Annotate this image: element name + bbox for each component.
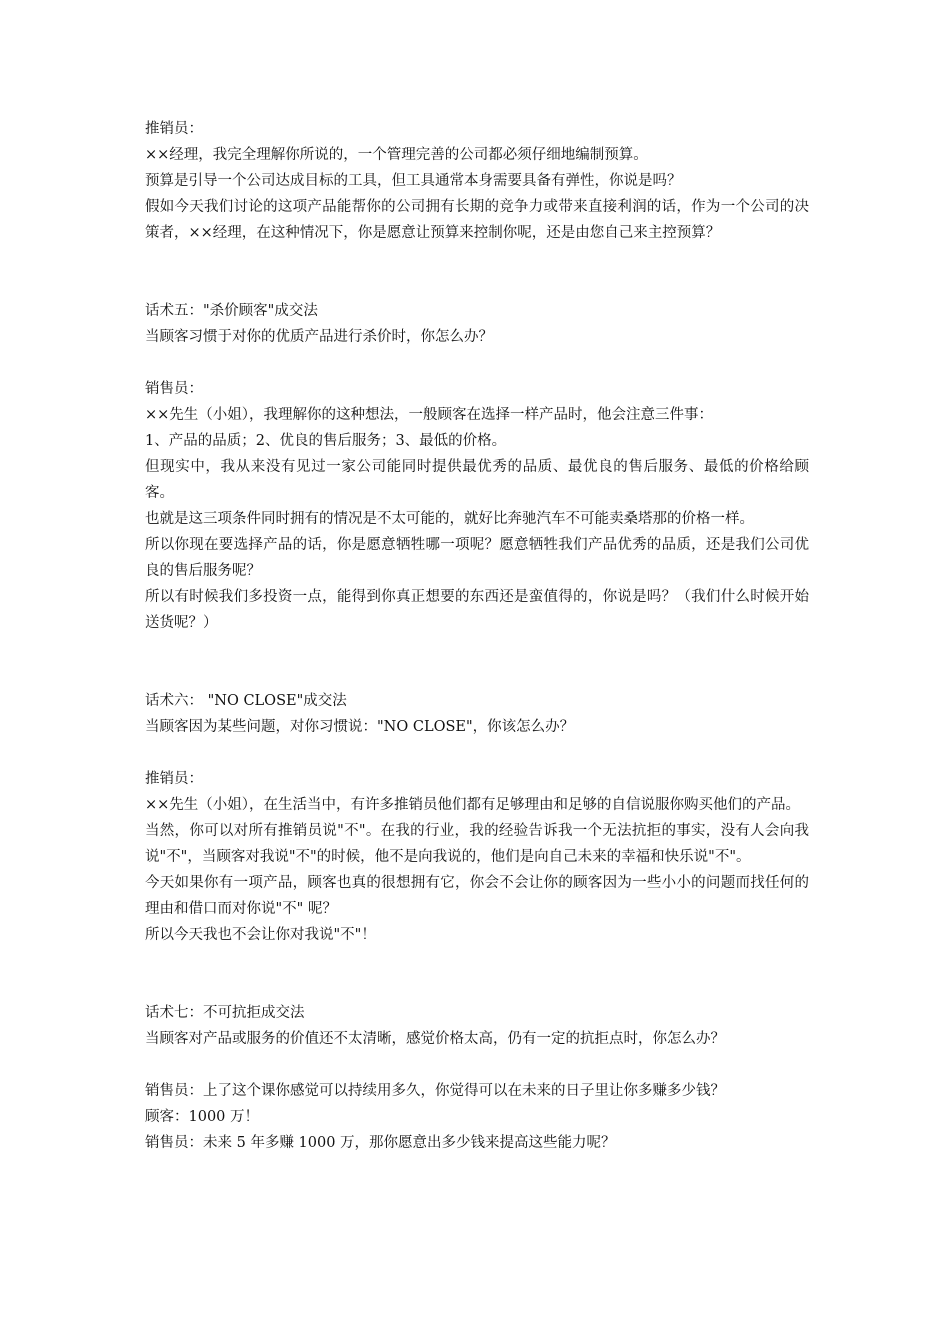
section6-line-2: 当然，你可以对所有推销员说"不"。在我的行业，我的经验告诉我一个无法抗拒的事实，没有人会向我说"不"，当顾客对我说"不"的时候，他不是向我说的，他们是向自己未来的幸福和快乐说"不"。 bbox=[145, 823, 809, 865]
section5-question: 当顾客习惯于对你的优质产品进行杀价时，你怎么办？ bbox=[145, 329, 493, 345]
section7-line-2: 顾客：1000 万！ bbox=[145, 1109, 260, 1125]
intro-line-3: 假如今天我们讨论的这项产品能帮你的公司拥有长期的竞争力或带来直接利润的话，作为一个公司的决策者，××经理，在这种情况下，你是愿意让预算来控制你呢，还是由您自己来主控预算？ bbox=[145, 199, 809, 241]
section6-line-1: ××先生（小姐），在生活当中，有许多推销员他们都有足够理由和足够的自信说服你购买他们的产品。 bbox=[145, 797, 801, 813]
section6-speaker: 推销员： bbox=[145, 771, 203, 787]
section7-title: 话术七：不可抗拒成交法 bbox=[145, 1005, 305, 1021]
section5-line-5: 所以你现在要选择产品的话，你是愿意牺牲哪一项呢？愿意牺牲我们产品优秀的品质，还是我们公司优良的售后服务呢？ bbox=[145, 537, 809, 579]
section7-question: 当顾客对产品或服务的价值还不太清晰，感觉价格太高，仍有一定的抗拒点时，你怎么办？ bbox=[145, 1031, 725, 1047]
section5-line-4: 也就是这三项条件同时拥有的情况是不太可能的，就好比奔驰汽车不可能卖桑塔那的价格一样。 bbox=[145, 511, 754, 527]
spacer bbox=[145, 350, 809, 376]
section7-line-1: 销售员：上了这个课你感觉可以持续用多久，你觉得可以在未来的日子里让你多赚多少钱？ bbox=[145, 1083, 725, 1099]
section5-line-2: 1、产品的品质；2、优良的售后服务；3、最低的价格。 bbox=[145, 433, 507, 449]
intro-line-2: 预算是引导一个公司达成目标的工具，但工具通常本身需要具备有弹性，你说是吗？ bbox=[145, 173, 682, 189]
section6-line-3: 今天如果你有一项产品，顾客也真的很想拥有它，你会不会让你的顾客因为一些小小的问题而找任何的理由和借口而对你说"不" 呢？ bbox=[145, 875, 809, 917]
spacer bbox=[145, 1052, 809, 1078]
spacer bbox=[145, 948, 809, 1000]
intro-speaker: 推销员： bbox=[145, 121, 203, 137]
spacer bbox=[145, 246, 809, 298]
section5-line-1: ××先生（小姐），我理解你的这种想法，一般顾客在选择一样产品时，他会注意三件事： bbox=[145, 407, 714, 423]
intro-line-1: ××经理，我完全理解你所说的，一个管理完善的公司都必须仔细地编制预算。 bbox=[145, 147, 648, 163]
section5-speaker: 销售员： bbox=[145, 381, 203, 397]
spacer bbox=[145, 636, 809, 688]
document-body bbox=[145, 116, 809, 1156]
section6-line-4: 所以今天我也不会让你对我说"不"！ bbox=[145, 927, 376, 943]
section6-question: 当顾客因为某些问题，对你习惯说："NO CLOSE"，你该怎么办？ bbox=[145, 719, 575, 735]
section5-line-6: 所以有时候我们多投资一点，能得到你真正想要的东西还是蛮值得的，你说是吗？（我们什么时候开始送货呢？） bbox=[145, 589, 809, 631]
section5-line-3: 但现实中，我从来没有见过一家公司能同时提供最优秀的品质、最优良的售后服务、最低的价格给顾客。 bbox=[145, 459, 809, 501]
spacer bbox=[145, 740, 809, 766]
section7-line-3: 销售员：未来 5 年多赚 1000 万，那你愿意出多少钱来提高这些能力呢？ bbox=[145, 1135, 616, 1151]
section6-title: 话术六： "NO CLOSE"成交法 bbox=[145, 693, 347, 709]
section5-title: 话术五："杀价顾客"成交法 bbox=[145, 303, 318, 319]
